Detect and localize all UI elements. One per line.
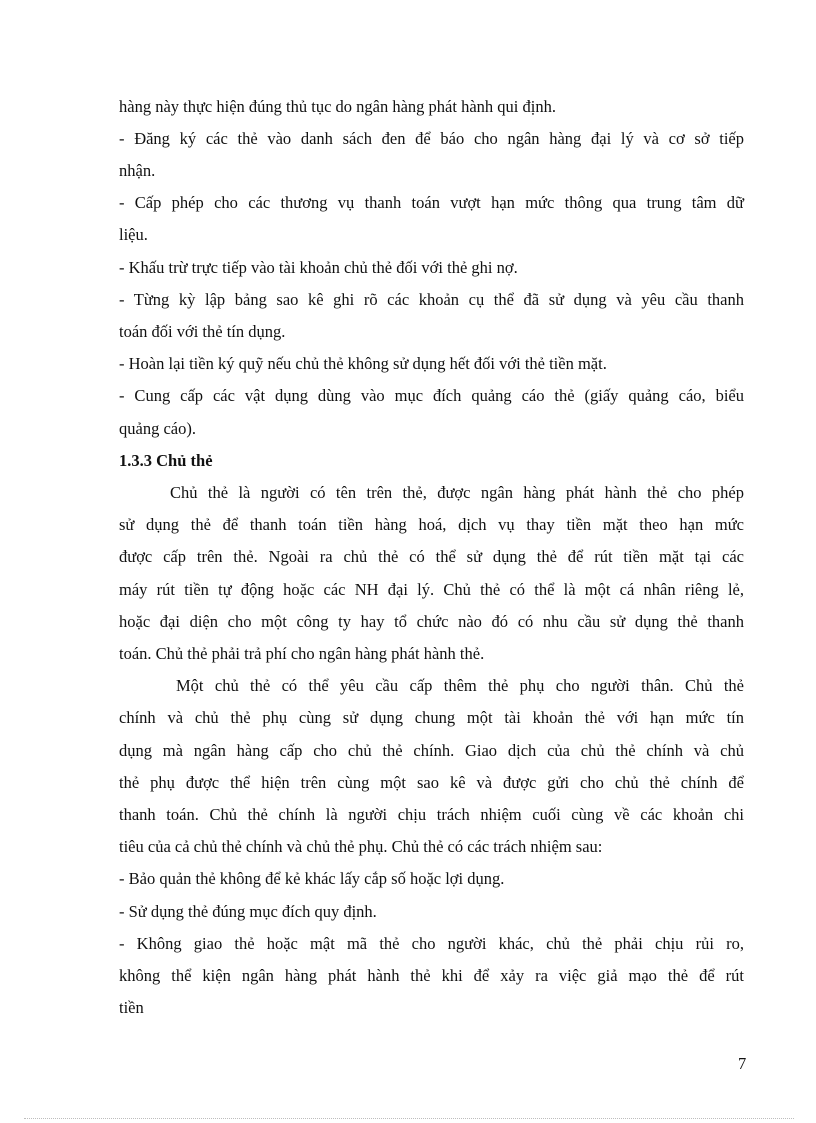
text-line-13: Chủ thẻ là người có tên trên thẻ, được ngân hàng phát hành thẻ cho phép (170, 483, 744, 502)
page-bottom-divider (24, 1118, 794, 1119)
text-line-10: - Cung cấp các vật dụng dùng vào mục đích quảng cáo thẻ (giấy quảng cáo, biểu (119, 386, 744, 405)
text-line-26: - Sử dụng thẻ đúng mục đích quy định. (119, 902, 377, 921)
text-line-1: hàng này thực hiện đúng thủ tục do ngân hàng phát hành qui định. (119, 97, 556, 116)
text-line-25: - Bảo quản thẻ không để kẻ khác lấy cắp số hoặc lợi dụng. (119, 869, 505, 888)
text-line-23: thanh toán. Chủ thẻ chính là người chịu trách nhiệm cuối cùng về các khoản chi (119, 805, 744, 824)
text-line-29: tiền (119, 998, 144, 1017)
text-line-28: không thể kiện ngân hàng phát hành thẻ khi để xảy ra việc giả mạo thẻ để rút (119, 966, 744, 985)
text-line-7: - Từng kỳ lập bảng sao kê ghi rõ các khoản cụ thể đã sử dụng và yêu cầu thanh (119, 290, 744, 309)
text-line-20: chính và chủ thẻ phụ cùng sử dụng chung một tài khoản thẻ với hạn mức tín (119, 708, 744, 727)
text-line-27: - Không giao thẻ hoặc mật mã thẻ cho người khác, chủ thẻ phải chịu rủi ro, (119, 934, 744, 953)
text-line-19: Một chủ thẻ có thể yêu cầu cấp thêm thẻ phụ cho người thân. Chủ thẻ (176, 676, 744, 695)
text-line-22: thẻ phụ được thể hiện trên cùng một sao kê và được gửi cho chủ thẻ chính để (119, 773, 744, 792)
text-line-3: nhận. (119, 161, 156, 180)
text-line-21: dụng mà ngân hàng cấp cho chủ thẻ chính. Giao dịch của chủ thẻ chính và chủ (119, 741, 744, 760)
text-line-8: toán đối với thẻ tín dụng. (119, 322, 286, 341)
text-line-15: được cấp trên thẻ. Ngoài ra chủ thẻ có thể sử dụng thẻ để rút tiền mặt tại các (119, 547, 744, 566)
text-line-14: sử dụng thẻ để thanh toán tiền hàng hoá, dịch vụ thay tiền mặt theo hạn mức (119, 515, 744, 534)
text-line-18: toán. Chủ thẻ phải trả phí cho ngân hàng phát hành thẻ. (119, 644, 485, 663)
text-line-11: quảng cáo). (119, 419, 196, 438)
section-heading: 1.3.3 Chủ thẻ (119, 451, 213, 470)
text-line-6: - Khấu trừ trực tiếp vào tài khoản chủ thẻ đối với thẻ ghi nợ. (119, 258, 518, 277)
text-line-9: - Hoàn lại tiền ký quỹ nếu chủ thẻ không sử dụng hết đối với thẻ tiền mặt. (119, 354, 607, 373)
text-line-4: - Cấp phép cho các thương vụ thanh toán vượt hạn mức thông qua trung tâm dữ (119, 193, 744, 212)
text-line-2: - Đăng ký các thẻ vào danh sách đen để báo cho ngân hàng đại lý và cơ sở tiếp (119, 129, 744, 148)
text-line-24: tiêu của cả chủ thẻ chính và chủ thẻ phụ. Chủ thẻ có các trách nhiệm sau: (119, 837, 603, 856)
text-line-5: liệu. (119, 225, 148, 244)
text-line-16: máy rút tiền tự động hoặc các NH đại lý. Chủ thẻ có thể là một cá nhân riêng lẻ, (119, 580, 744, 599)
page-number: 7 (738, 1054, 747, 1073)
text-line-17: hoặc đại diện cho một công ty hay tổ chức nào đó có nhu cầu sử dụng thẻ thanh (119, 612, 744, 631)
